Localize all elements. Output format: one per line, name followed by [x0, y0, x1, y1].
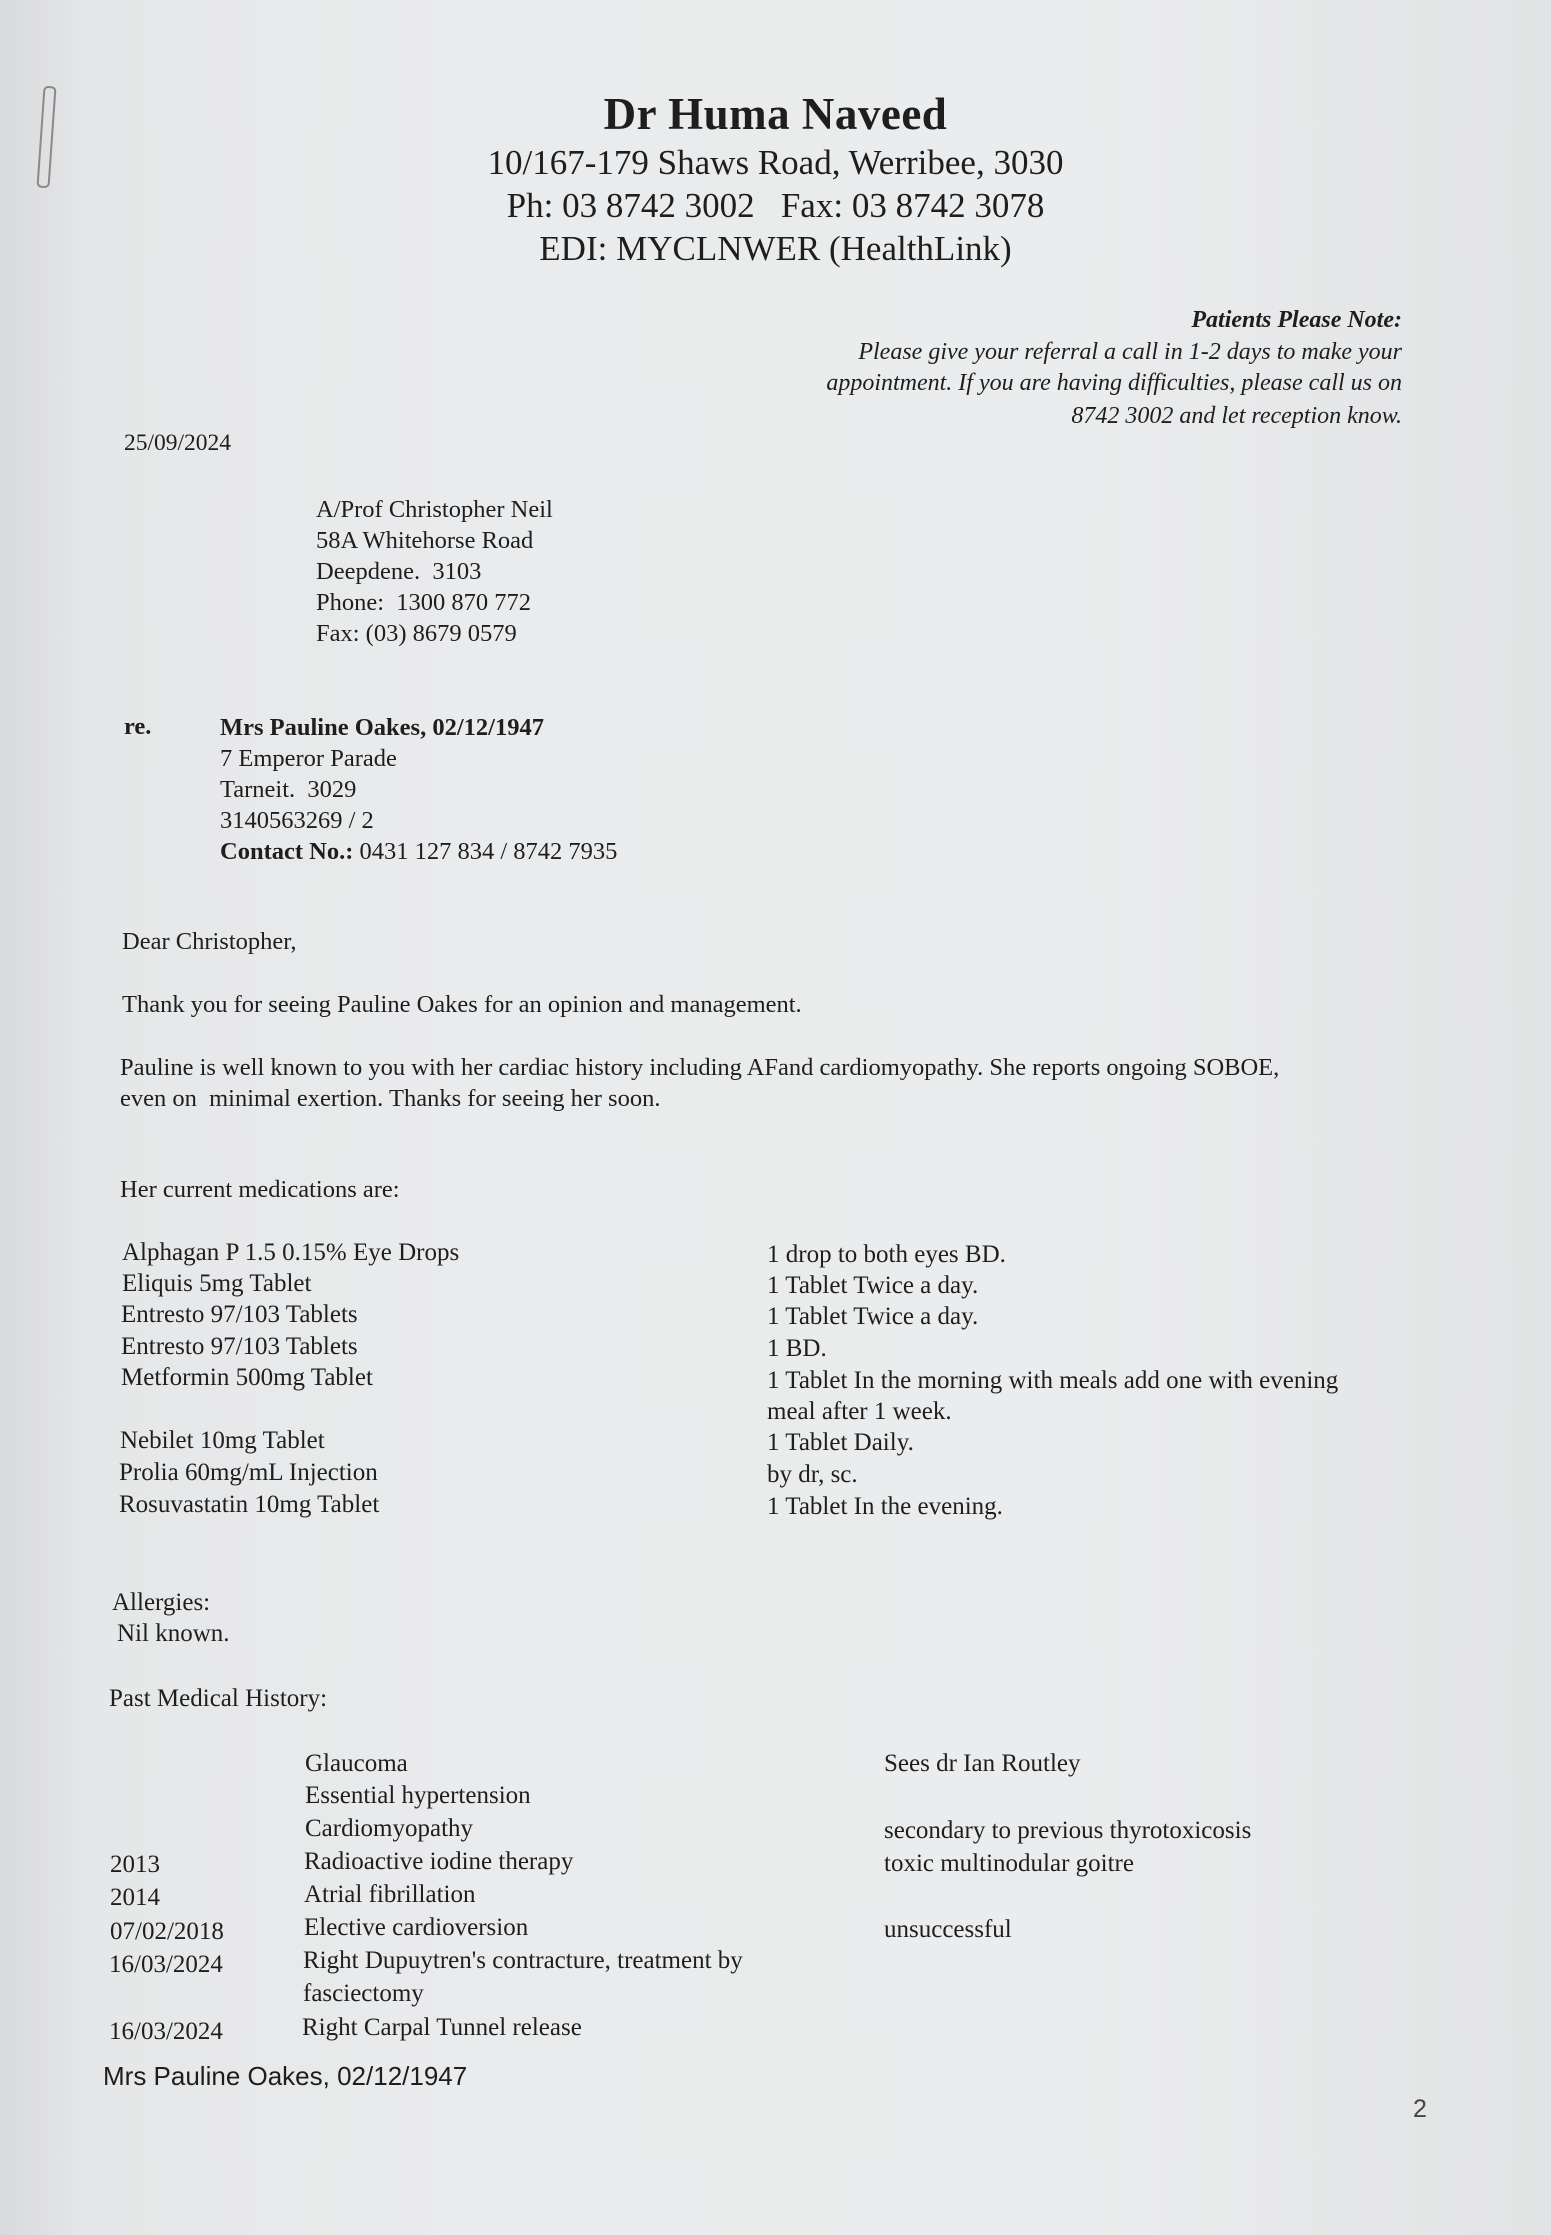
history-condition: Elective cardioversion — [304, 1914, 529, 1941]
patient-street: 7 Emperor Parade — [220, 745, 397, 772]
history-note: Sees dr Ian Routley — [884, 1750, 1081, 1777]
practice-address: 10/167-179 Shaws Road, Werribee, 3030 — [487, 143, 1064, 182]
patient-name-dob: Mrs Pauline Oakes, 02/12/1947 — [220, 714, 544, 741]
history-condition: Right Carpal Tunnel release — [302, 2014, 582, 2041]
medication-dose: meal after 1 week. — [767, 1398, 952, 1425]
doctor-name: Dr Huma Naveed — [603, 89, 948, 139]
history-condition: Atrial fibrillation — [304, 1881, 476, 1908]
medication-dose: 1 Tablet Twice a day. — [767, 1303, 979, 1330]
medication-name: Alphagan P 1.5 0.15% Eye Drops — [122, 1239, 460, 1266]
re-label: re. — [124, 713, 152, 740]
paragraph-1: Thank you for seeing Pauline Oakes for an opinion and management. — [122, 991, 802, 1018]
medication-dose: 1 drop to both eyes BD. — [767, 1241, 1006, 1268]
history-note: unsuccessful — [884, 1916, 1012, 1943]
medication-dose: by dr, sc. — [767, 1461, 858, 1488]
medication-name: Rosuvastatin 10mg Tablet — [119, 1491, 380, 1518]
history-condition: Radioactive iodine therapy — [304, 1848, 574, 1875]
history-condition: Glaucoma — [305, 1750, 408, 1777]
medication-name: Eliquis 5mg Tablet — [122, 1270, 312, 1297]
medication-name: Nebilet 10mg Tablet — [120, 1427, 325, 1454]
contact-value: 0431 127 834 / 8742 7935 — [353, 838, 618, 865]
letter-date: 25/09/2024 — [124, 430, 232, 456]
medication-name: Prolia 60mg/mL Injection — [119, 1459, 378, 1486]
medication-dose: 1 Tablet In the evening. — [767, 1493, 1003, 1520]
recipient-name: A/Prof Christopher Neil — [316, 496, 553, 523]
recipient-street: 58A Whitehorse Road — [316, 527, 534, 554]
medication-name: Entresto 97/103 Tablets — [121, 1333, 358, 1360]
recipient-fax: Fax: (03) 8679 0579 — [316, 620, 517, 647]
note-title: Patients Please Note: — [1191, 307, 1402, 333]
page-number: 2 — [1413, 2095, 1427, 2123]
salutation: Dear Christopher, — [122, 928, 297, 955]
patient-contact — [220, 838, 617, 866]
paragraph-2-line-2: even on minimal exertion. Thanks for seeing her soon. — [120, 1085, 661, 1112]
history-note: secondary to previous thyrotoxicosis — [884, 1817, 1252, 1844]
patient-medicare: 3140563269 / 2 — [220, 807, 374, 834]
medications-intro: Her current medications are: — [120, 1176, 400, 1203]
practice-phone-fax: Ph: 03 8742 3002 Fax: 03 8742 3078 — [506, 186, 1045, 225]
medication-name: Entresto 97/103 Tablets — [121, 1301, 358, 1328]
medication-dose: 1 BD. — [767, 1335, 827, 1362]
note-line: 8742 3002 and let reception know. — [1071, 403, 1402, 429]
history-date: 07/02/2018 — [110, 1918, 224, 1945]
medication-dose: 1 Tablet Daily. — [767, 1429, 914, 1456]
note-line: appointment. If you are having difficulties, please call us on — [826, 370, 1402, 396]
medication-dose: 1 Tablet Twice a day. — [767, 1272, 979, 1299]
history-label: Past Medical History: — [109, 1685, 328, 1712]
history-condition: fasciectomy — [303, 1980, 424, 2007]
history-condition: Essential hypertension — [305, 1782, 531, 1809]
recipient-suburb: Deepdene. 3103 — [316, 558, 482, 585]
contact-label: Contact No.: — [220, 838, 354, 865]
history-date: 16/03/2024 — [109, 1951, 223, 1978]
footer-patient: Mrs Pauline Oakes, 02/12/1947 — [103, 2061, 468, 2091]
recipient-phone: Phone: 1300 870 772 — [316, 589, 532, 616]
allergies-value: Nil known. — [117, 1620, 230, 1647]
history-date: 2014 — [110, 1884, 160, 1911]
history-date: 16/03/2024 — [109, 2018, 223, 2045]
history-condition: Cardiomyopathy — [305, 1815, 474, 1842]
medication-dose: 1 Tablet In the morning with meals add one with evening — [767, 1367, 1339, 1394]
practice-edi: EDI: MYCLNWER (HealthLink) — [539, 229, 1012, 268]
history-note: toxic multinodular goitre — [884, 1850, 1134, 1877]
paragraph-2-line-1: Pauline is well known to you with her cardiac history including AFand cardiomyopathy. She reports ongoing SOBOE, — [120, 1054, 1280, 1081]
note-line: Please give your referral a call in 1-2 days to make your — [858, 339, 1402, 365]
history-date: 2013 — [110, 1851, 160, 1878]
patient-suburb: Tarneit. 3029 — [220, 776, 357, 803]
allergies-label: Allergies: — [112, 1589, 211, 1616]
history-condition: Right Dupuytren's contracture, treatment by — [303, 1947, 743, 1974]
medication-name: Metformin 500mg Tablet — [121, 1364, 373, 1391]
